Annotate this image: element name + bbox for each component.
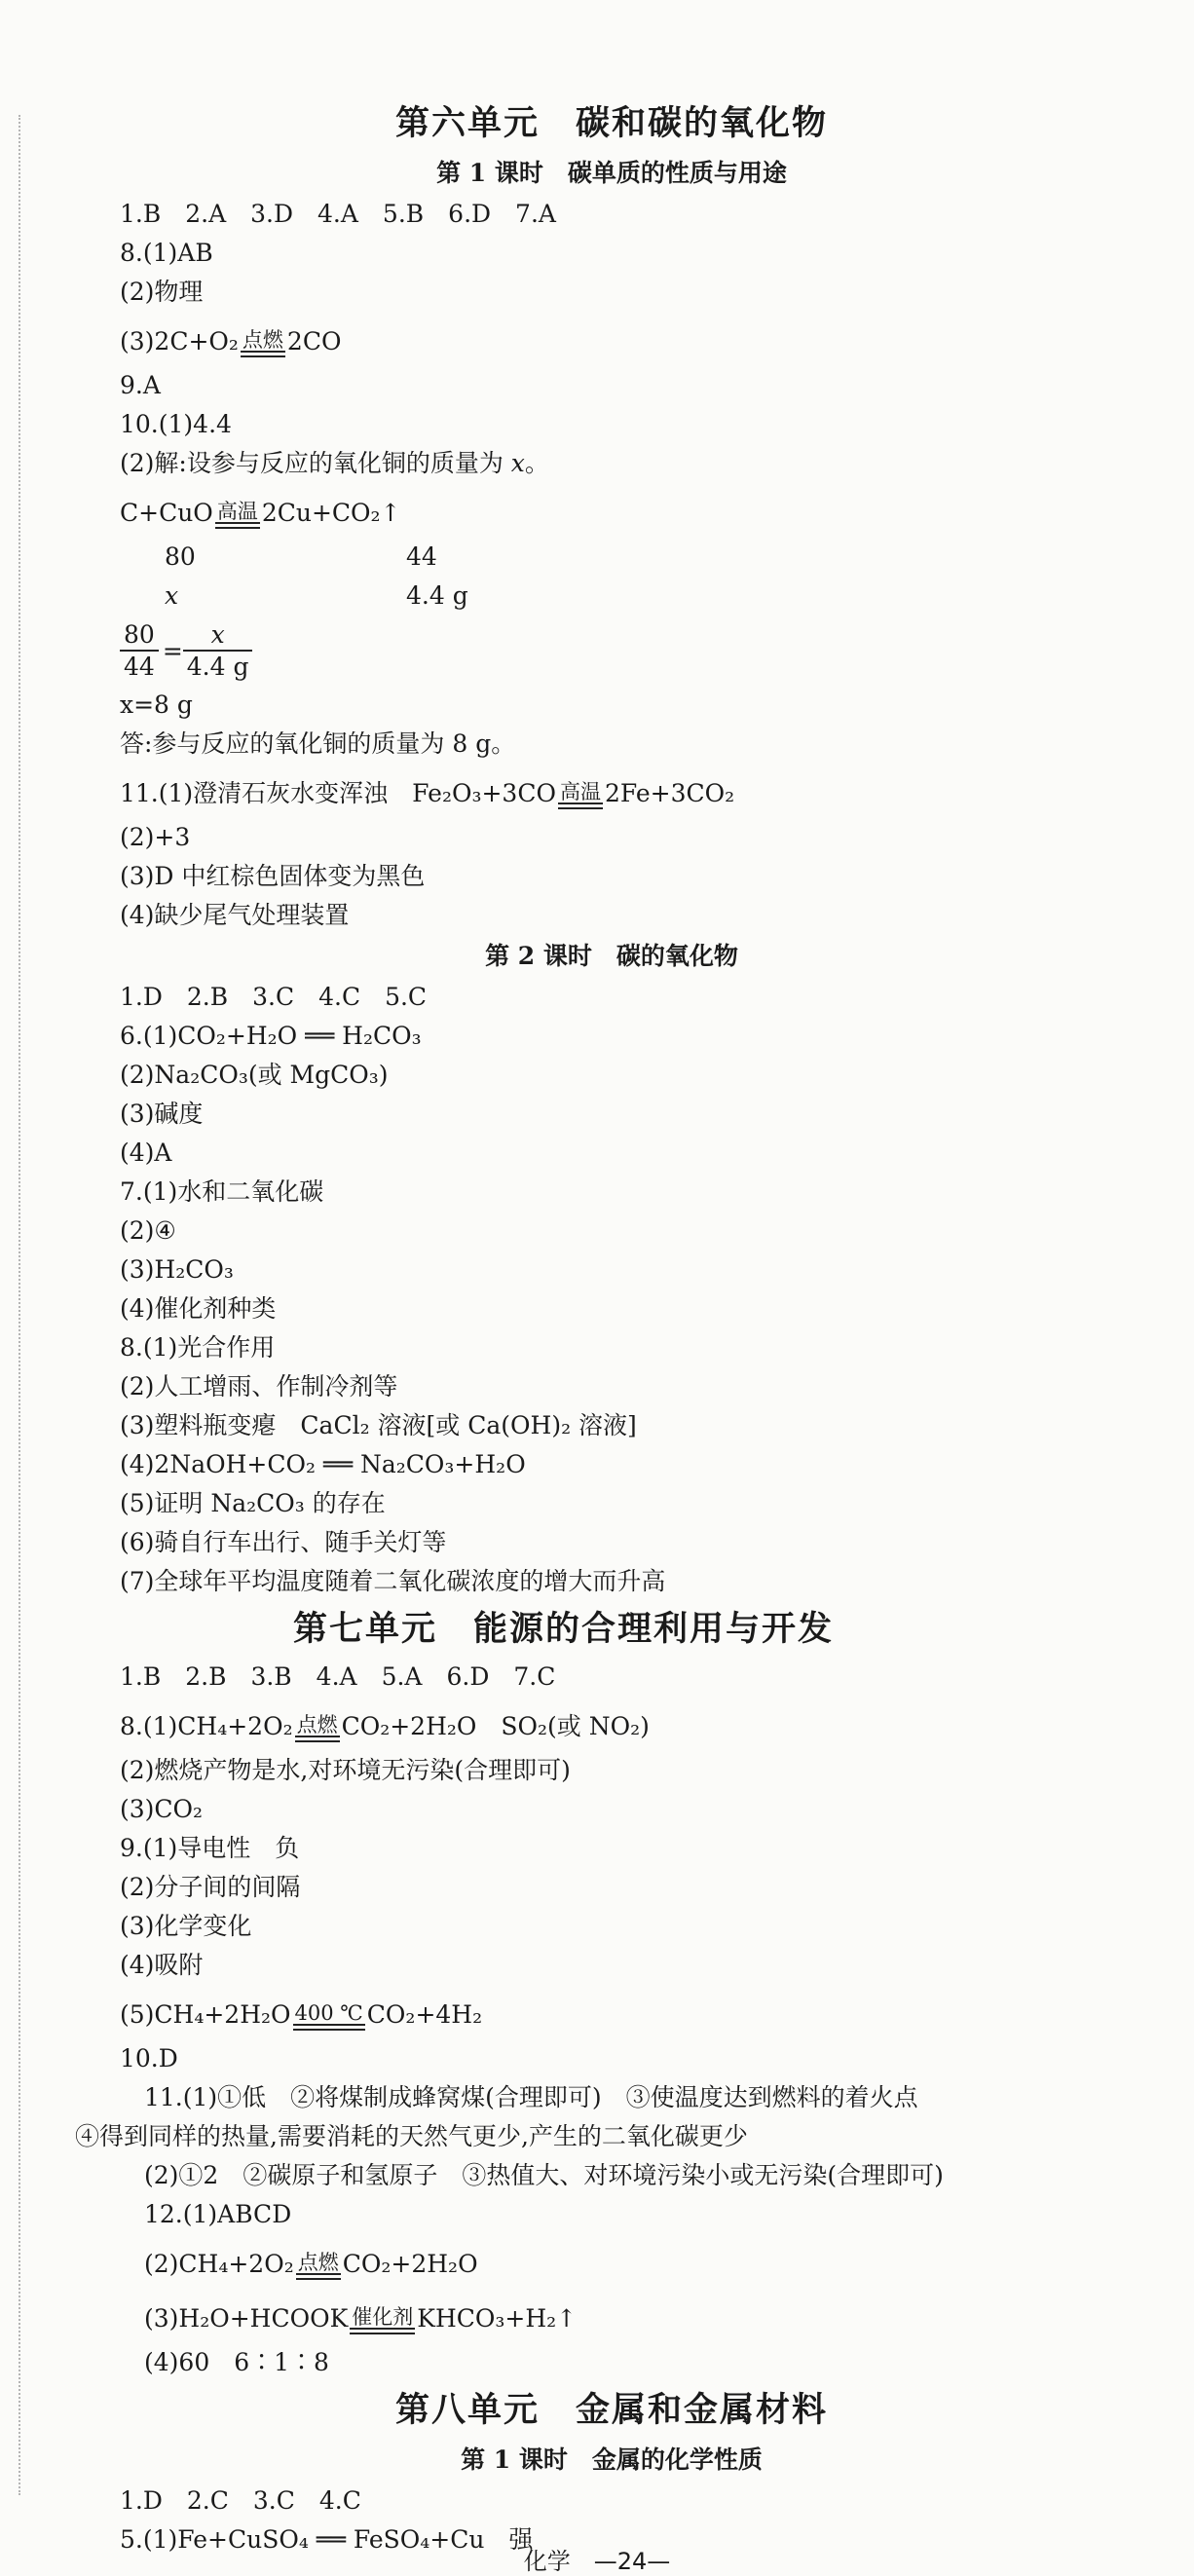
page-footer: 化学 —24— xyxy=(523,2548,671,2575)
answer-line: (3)CO₂ xyxy=(120,1795,204,1823)
equation-line: 8.(1)CH₄+2O₂ 点燃 CO₂+2H₂O SO₂(或 NO₂) xyxy=(120,1697,1103,1751)
answer-line: 1.D 2.C 3.C 4.C xyxy=(120,2486,361,2515)
answer-line: (2)④ xyxy=(120,1216,176,1245)
answer-line: (2)Na₂CO₃(或 MgCO₃) xyxy=(120,1061,389,1089)
equation-line: 11.(1)澄清石灰水变浑浊 Fe₂O₃+3CO 高温 2Fe+3CO₂ xyxy=(120,764,1103,818)
answer-line: 8.(1)光合作用 xyxy=(120,1333,276,1362)
fraction: $\frac{80}{44}$ xyxy=(120,622,159,679)
answer-line: (2)物理 xyxy=(120,278,204,306)
answer-line: (3)D 中红棕色固体变为黑色 xyxy=(120,862,426,890)
answer-line: 答:参与反应的氧化铜的质量为 8 g。 xyxy=(120,729,516,758)
equation-line: C+CuO 高温 2Cu+CO₂↑ xyxy=(120,483,1103,538)
reaction-condition: 点燃 xyxy=(296,2252,341,2295)
equation-line: (3)H₂O+HCOOK 催化剂 KHCO₃+H₂↑ xyxy=(120,2289,1103,2343)
calc-row: x 4.4 g xyxy=(165,581,468,610)
answer-line: (5)证明 Na₂CO₃ 的存在 xyxy=(120,1489,386,1517)
proportion-line: $\frac{80}{44}$ = $\frac{x}{4.4 g}$ xyxy=(120,616,1103,686)
answer-line: 1.D 2.B 3.C 4.C 5.C xyxy=(120,983,428,1011)
answer-line: (2)燃烧产物是水,对环境无污染(合理即可) xyxy=(120,1756,571,1784)
answer-line: 11.(1)①低 ②将煤制成蜂窝煤(合理即可) ③使温度达到燃料的着火点 xyxy=(120,2083,918,2111)
answer-line: (3)塑料瓶变瘪 CaCl₂ 溶液[或 Ca(OH)₂ 溶液] xyxy=(120,1411,637,1439)
answer-line: 5.(1)Fe+CuSO₄ ══ FeSO₄+Cu 强 xyxy=(120,2525,534,2554)
answer-line: ④得到同样的热量,需要消耗的天然气更少,产生的二氧化碳更少 xyxy=(75,2122,748,2150)
reaction-condition: 点燃 xyxy=(241,329,285,372)
calc-row: 80 44 xyxy=(165,542,437,571)
answer-line: 1.B 2.B 3.B 4.A 5.A 6.D 7.C xyxy=(120,1662,556,1691)
answer-line: 6.(1)CO₂+H₂O ══ H₂CO₃ xyxy=(120,1022,422,1050)
unit6-title: 第六单元 碳和碳的氧化物 xyxy=(394,104,828,143)
answer-line: 10.(1)4.4 xyxy=(120,410,232,438)
answer-line: (3)化学变化 xyxy=(120,1912,252,1940)
answer-line: (4)2NaOH+CO₂ ══ Na₂CO₃+H₂O xyxy=(120,1450,526,1478)
equation-line: (5)CH₄+2H₂O 400 ℃ CO₂+4H₂ xyxy=(120,1985,1103,2039)
answer-line: 12.(1)ABCD xyxy=(120,2200,292,2228)
answer-line: (4)A xyxy=(120,1139,172,1167)
unit7-title: 第七单元 能源的合理利用与开发 xyxy=(293,1610,835,1649)
reaction-condition: 高温 xyxy=(215,501,260,543)
answer-line: (2)+3 xyxy=(120,823,191,851)
answer-line: 9.(1)导电性 负 xyxy=(120,1834,300,1862)
unit8-title: 第八单元 金属和金属材料 xyxy=(394,2391,828,2430)
equation-line: (2)CH₄+2O₂ 点燃 CO₂+2H₂O xyxy=(120,2234,1103,2289)
answer-line: (4)缺少尾气处理装置 xyxy=(120,901,350,929)
answer-line: (2)①2 ②碳原子和氢原子 ③热值大、对环境污染小或无污染(合理即可) xyxy=(120,2161,944,2189)
unit8-lesson1-title: 第 1 课时 金属的化学性质 xyxy=(461,2445,763,2474)
answer-line: 7.(1)水和二氧化碳 xyxy=(120,1177,324,1206)
answer-line: (6)骑自行车出行、随手关灯等 xyxy=(120,1528,447,1556)
reaction-condition: 高温 xyxy=(558,781,603,824)
reaction-condition: 催化剂 xyxy=(350,2306,415,2349)
reaction-condition: 点燃 xyxy=(295,1714,340,1757)
unit6-lesson2-title: 第 2 课时 碳的氧化物 xyxy=(485,942,738,970)
equation-line: (3)2C+O₂ 点燃 2CO xyxy=(120,312,1103,366)
answer-line: (4)催化剂种类 xyxy=(120,1294,277,1323)
reaction-condition: 400 ℃ xyxy=(293,2002,365,2045)
answer-line: (2)人工增雨、作制冷剂等 xyxy=(120,1372,398,1400)
answer-line: (2)解:设参与反应的氧化铜的质量为 𝑥。 xyxy=(120,449,549,477)
answer-line: x=8 g xyxy=(120,691,193,719)
answer-line: 9.A xyxy=(120,371,161,399)
answer-line: 8.(1)AB xyxy=(120,239,213,267)
answer-line: (7)全球年平均温度随着二氧化碳浓度的增大而升高 xyxy=(120,1567,666,1595)
answer-line: 1.B 2.A 3.D 4.A 5.B 6.D 7.A xyxy=(120,200,556,228)
answer-line: (4)吸附 xyxy=(120,1951,204,1979)
answer-line: (3)H₂CO₃ xyxy=(120,1255,234,1284)
answer-key-content xyxy=(75,95,1103,2559)
unit6-lesson1-title: 第 1 课时 碳单质的性质与用途 xyxy=(436,159,787,187)
answer-line: (3)碱度 xyxy=(120,1100,204,1128)
answer-line: 10.D xyxy=(120,2044,178,2072)
answer-line: (2)分子间的间隔 xyxy=(120,1873,301,1901)
fraction: $\frac{x}{4.4 g}$ xyxy=(183,622,253,679)
binding-margin-line xyxy=(19,115,20,2495)
answer-line: (4)60 6∶1∶8 xyxy=(120,2348,329,2376)
